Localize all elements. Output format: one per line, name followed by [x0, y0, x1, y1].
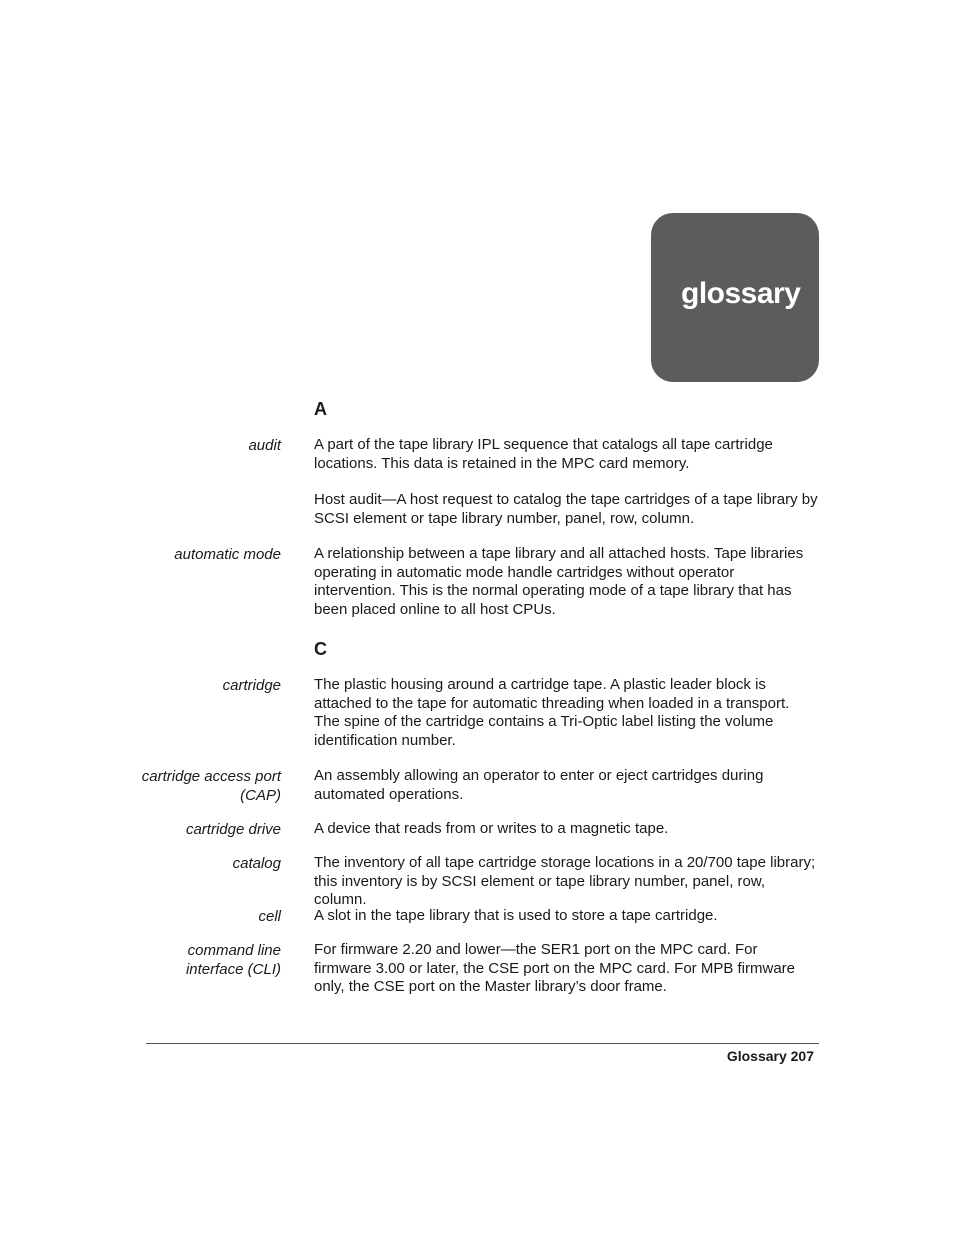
definition-paragraph: Host audit—A host request to catalog the tape cartridges of a tape library by SCSI element or tape library number, panel, row, column. — [314, 491, 818, 528]
term-cartridge: cartridge — [222, 677, 281, 694]
definition-paragraph: An assembly allowing an operator to enter or eject cartridges during automated operations. — [314, 767, 764, 803]
term-catalog: catalog — [232, 855, 281, 872]
section-letter-a: A — [314, 399, 327, 419]
definition-cartridge-drive — [314, 820, 819, 839]
term-audit: audit — [248, 437, 281, 454]
term-line: command line — [187, 942, 281, 959]
definition-paragraph: For firmware 2.20 and lower—the SER1 port on the MPC card. For firmware 3.00 or later, the CSE port on the MPC card. For MPB firmware only, the CSE port on the Master library’s door frame. — [314, 941, 795, 996]
page-footer: Glossary 207 — [726, 1048, 814, 1064]
definition-automatic-mode — [314, 545, 819, 620]
term-line: cartridge access port — [141, 768, 281, 785]
section-letter-c: C — [314, 639, 327, 659]
definition-paragraph: A device that reads from or writes to a magnetic tape. — [314, 820, 669, 837]
definition-audit — [314, 436, 819, 529]
definition-cell — [314, 907, 819, 926]
chapter-title: glossary — [681, 277, 801, 310]
term-command-line-interface — [111, 941, 281, 979]
term-automatic-mode: automatic mode — [174, 546, 281, 563]
term-cartridge-access-port — [111, 767, 281, 805]
definition-paragraph: A slot in the tape library that is used to store a tape cartridge. — [314, 907, 718, 924]
definition-paragraph: The inventory of all tape cartridge storage locations in a 20/700 tape library; this inventory is by SCSI element or tape library number, panel, row, column. — [314, 854, 816, 909]
term-cell: cell — [258, 908, 281, 925]
definition-paragraph: A relationship between a tape library and all attached hosts. Tape libraries operating in automatic mode handle cartridges without operator intervention. This is the normal operating mode of a tape library that has been placed online to all host CPUs. — [314, 545, 804, 619]
definition-cartridge-access-port — [314, 767, 819, 804]
definition-cartridge — [314, 676, 819, 751]
footer-divider — [146, 1043, 819, 1044]
chapter-tab — [651, 213, 819, 382]
term-line: (CAP) — [240, 787, 281, 804]
definition-command-line-interface — [314, 941, 819, 997]
term-line: interface (CLI) — [185, 961, 281, 978]
definition-paragraph: The plastic housing around a cartridge tape. A plastic leader block is attached to the tape for automatic threading when loaded in a transport. The spine of the cartridge contains a Tri-Optic label listing the volume identification number. — [314, 676, 790, 750]
definition-paragraph: A part of the tape library IPL sequence that catalogs all tape cartridge locations. This data is retained in the MPC card memory. — [314, 436, 773, 472]
term-cartridge-drive: cartridge drive — [185, 821, 281, 838]
definition-catalog — [314, 854, 819, 910]
